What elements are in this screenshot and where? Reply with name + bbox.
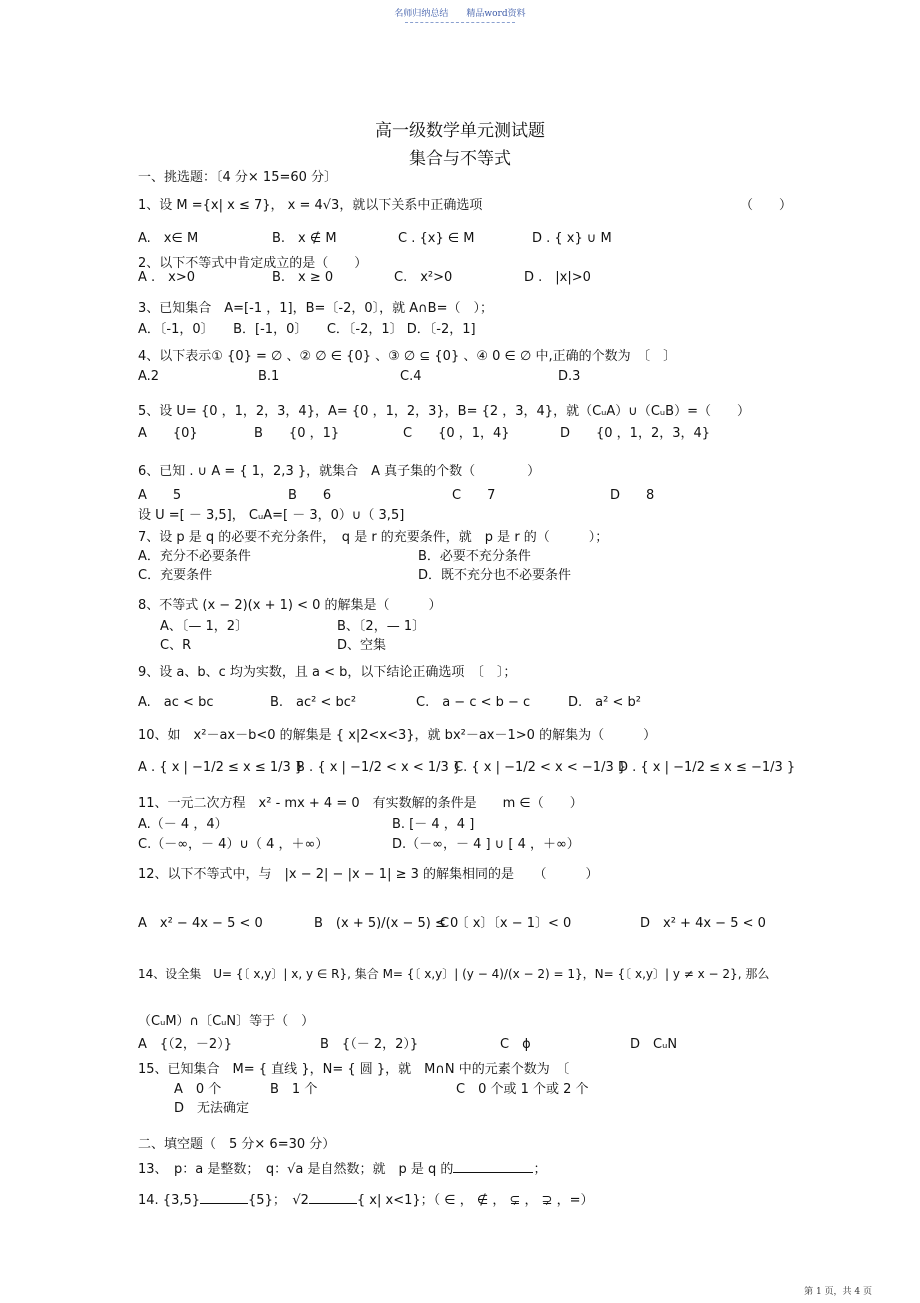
- question-15-option-c: C 0 个或 1 个或 2 个: [456, 1082, 589, 1097]
- question-9-option-d: D. a² < b²: [568, 695, 641, 710]
- question-6-option-a: A 5: [138, 488, 182, 503]
- question-1-option-c: C . {x} ∈ M: [398, 231, 475, 246]
- question-5-option-b: B {0 ，1}: [254, 426, 340, 441]
- question-14-option-a: A {（2，－2）}: [138, 1037, 232, 1052]
- question-10-stem: 10、如 x²－ax－b<0 的解集是 { x|2<x<3}，就 bx²－ax－1>0 的解集为（ ）: [138, 728, 657, 743]
- question-12-stem: 12、以下不等式中，与 |x − 2| − |x − 1| ≥ 3 的解集相同的是 （ ）: [138, 867, 599, 882]
- section-2-heading: 二、填空题（ 5 分× 6=30 分）: [138, 1137, 336, 1152]
- question-11-option-b: B. [－ 4 ，4 ]: [392, 817, 475, 832]
- question-12-option-b: B (x + 5)/(x − 5) ≤ 0: [314, 916, 459, 931]
- question-15-option-b: B 1 个: [270, 1082, 318, 1097]
- question-11-option-a: A.（－ 4 ，4）: [138, 817, 228, 832]
- question-7-option-d: D．既不充分也不必要条件: [418, 568, 572, 583]
- page-title: 高一级数学单元测试题: [375, 121, 545, 141]
- fill-blank-14b[interactable]: [309, 1191, 357, 1204]
- question-9-option-b: B. ac² < bc²: [270, 695, 357, 710]
- question-1-option-d: D . { x} ∪ M: [532, 231, 612, 246]
- question-5-stem: 5、设 U= {0 ，1，2，3，4}，A= {0 ，1，2，3}，B= {2 ，3，4}，就（CᵤA）∪（CᵤB）=（ ）: [138, 404, 750, 419]
- question-3-stem: 3、已知集合 A=[-1 ，1]，B=〔-2，0〕，就 A∩B=（ ）；: [138, 301, 493, 316]
- question-7-option-c: C．充要条件: [138, 568, 213, 583]
- question-11-stem: 11、一元二次方程 x² - mx + 4 = 0 有实数解的条件是 m ∈（ ）: [138, 796, 583, 811]
- section-1-heading: 一、挑选题：〔4 分× 15=60 分〕: [138, 170, 338, 185]
- question-2-stem: 2、以下不等式中肯定成立的是（ ）: [138, 256, 368, 271]
- question-14-option-b: B {（－ 2，2）}: [320, 1037, 419, 1052]
- question-15-option-a: A 0 个: [174, 1082, 222, 1097]
- question-1-option-b: B. x ∉ M: [272, 231, 337, 246]
- question-6-option-d: D 8: [610, 488, 655, 503]
- question-8-option-a: A、〔— 1，2〕: [160, 619, 249, 634]
- fill-blank-13[interactable]: [453, 1160, 533, 1173]
- page-footer: 第 1 页，共 4 页: [804, 1287, 872, 1297]
- question-4-option-c: C.4: [400, 369, 422, 384]
- question-9-option-c: C. a − c < b − c: [416, 695, 531, 710]
- question-8-option-b: B、〔2，— 1〕: [337, 619, 426, 634]
- question-6-stem: 6、已知 . ∪ A = { 1，2,3 }，就集合 A 真子集的个数（ ）: [138, 464, 541, 479]
- question-11-option-d: D.（－∞，－ 4 ] ∪ [ 4 ，＋∞）: [392, 837, 580, 852]
- fill-question-14-mid: {5}； √2: [248, 1193, 309, 1208]
- question-8-option-c: C、R: [160, 638, 192, 653]
- question-15-stem: 15、已知集合 M= { 直线 }，N= { 圆 }，就 M∩N 中的元素个数为 〔: [138, 1062, 570, 1077]
- complement-note: 设 U =[ － 3,5]， CᵤA=[ － 3，0）∪（ 3,5]: [138, 508, 405, 523]
- fill-question-14-text: 14. {3,5}: [138, 1193, 201, 1208]
- question-9-option-a: A. ac < bc: [138, 695, 214, 710]
- page-header: [0, 6, 920, 23]
- question-10-option-b: B . { x | −1/2 < x < 1/3 }: [296, 760, 462, 775]
- question-2-option-d: D . |x|>0: [524, 270, 591, 285]
- question-14-option-d: D CᵤN: [630, 1037, 678, 1052]
- question-1-stem: 1、设 M ={x| x ≤ 7}， x = 4√3，就以下关系中正确选项: [138, 198, 483, 213]
- question-8-option-d: D、空集: [337, 638, 387, 653]
- question-5-option-d: D {0 ，1，2，3，4}: [560, 426, 711, 441]
- fill-question-13-end: ；: [533, 1162, 547, 1177]
- question-1-option-a: A. x∈ M: [138, 231, 199, 246]
- question-2-option-b: B. x ≥ 0: [272, 270, 334, 285]
- question-8-stem: 8、不等式 (x − 2)(x + 1) < 0 的解集是（ ）: [138, 598, 442, 613]
- fill-question-14-end: { x| x<1}；（ ∈ ， ∉ ， ⊊ ， ⊋ ，=）: [356, 1193, 594, 1208]
- page-subtitle: 集合与不等式: [409, 149, 511, 169]
- question-2-option-c: C. x²>0: [394, 270, 453, 285]
- question-15-option-d: D 无法确定: [174, 1101, 250, 1116]
- question-10-option-a: A . { x | −1/2 ≤ x ≤ 1/3 }: [138, 760, 304, 775]
- question-3-options: A．〔-1，0〕 B．[-1，0〕 C．〔-2，1〕 D．〔-2，1]: [138, 322, 476, 337]
- question-5-option-c: C {0 ，1，4}: [403, 426, 510, 441]
- question-4-stem: 4、以下表示① {0} = ∅ 、② ∅ ∈ {0} 、③ ∅ ⊆ {0} 、④ 0 ∈ ∅ 中,正确的个数为 〔 〕: [138, 349, 677, 364]
- fill-blank-14a[interactable]: [200, 1191, 248, 1204]
- question-9-stem: 9、设 a、b、c 均为实数，且 a < b，以下结论正确选项 〔 〕；: [138, 665, 517, 680]
- fill-question-14: [138, 1191, 594, 1209]
- question-14-stem-2: （CᵤM）∩〔CᵤN〕等于（ ）: [138, 1014, 315, 1029]
- fill-question-13-text: 13、 p：a 是整数； q：√a 是自然数；就 p 是 q 的: [138, 1162, 454, 1177]
- question-6-option-b: B 6: [288, 488, 332, 503]
- question-4-option-d: D.3: [558, 369, 581, 384]
- header-divider: [405, 22, 515, 23]
- question-12-option-a: A x² − 4x − 5 < 0: [138, 916, 263, 931]
- question-12-option-c: C 〔 x〕〔x − 1〕< 0: [440, 916, 572, 931]
- question-10-option-c: C. { x | −1/2 < x < −1/3 }: [454, 760, 627, 775]
- fill-question-13: [138, 1160, 546, 1178]
- question-11-option-c: C.（－∞，－ 4）∪（ 4 ，＋∞）: [138, 837, 329, 852]
- question-14-stem: 14、设全集 U= {〔 x,y〕| x, y ∈ R}, 集合 M= {〔 x,y〕| (y − 4)/(x − 2) = 1}，N= {〔 x,y〕| y ≠ x − 2}, 那么: [138, 967, 770, 981]
- question-4-option-b: B.1: [258, 369, 280, 384]
- question-7-option-a: A．充分不必要条件: [138, 549, 251, 564]
- question-4-option-a: A.2: [138, 369, 160, 384]
- question-6-option-c: C 7: [452, 488, 496, 503]
- question-10-option-d: D . { x | −1/2 ≤ x ≤ −1/3 }: [618, 760, 796, 775]
- question-5-option-a: A {0}: [138, 426, 198, 441]
- question-7-option-b: B．必要不充分条件: [418, 549, 531, 564]
- question-7-stem: 7、设 p 是 q 的必要不充分条件， q 是 r 的充要条件，就 p 是 r 的（ ）；: [138, 530, 609, 545]
- question-12-option-d: D x² + 4x − 5 < 0: [640, 916, 766, 931]
- header-text: 名师归纳总结 精品word资料: [394, 9, 526, 19]
- question-2-option-a: A . x>0: [138, 270, 196, 285]
- question-1-paren: （ ）: [740, 198, 793, 213]
- question-14-option-c: C ϕ: [500, 1037, 531, 1052]
